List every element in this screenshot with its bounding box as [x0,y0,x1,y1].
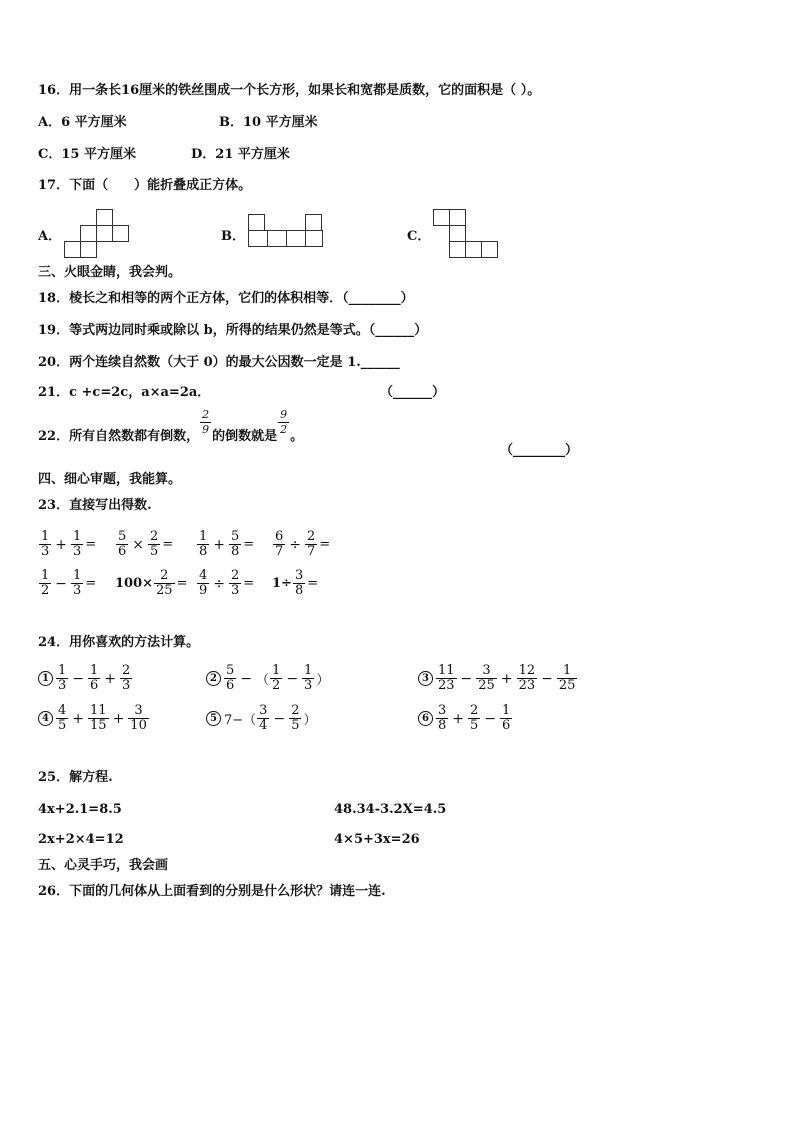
operator: − [240,670,253,687]
q16-stem: 16．用一条长16厘米的铁丝围成一个长方形，如果长和宽都是质数，它的面积是（ ）。 [38,83,541,98]
q22-pre: 22．所有自然数都有倒数， [38,429,200,444]
operator: + [104,670,117,687]
equals-sign: = [243,576,255,591]
q17-stem: 17．下面（ ）能折叠成正方体。 [38,178,252,193]
fraction: $\frac{3}{10}$ [130,703,147,733]
q17-option-c-label: C． [407,229,431,244]
item-number: 6 [418,711,433,726]
q17-option-a-label: A． [38,229,62,244]
fraction: $\frac{1}{3}$ [58,663,67,693]
q25-equation-1: 4x+2.1=8.5 [38,802,122,817]
operator: − [460,670,473,687]
q24-expression [206,664,329,693]
operator: ÷ [289,536,302,553]
operator: − [286,670,299,687]
q16-option-d: D．21 平方厘米 [191,147,290,162]
expression-prefix: 100× [115,576,154,591]
q23-expression [115,530,173,559]
q24-expression [418,704,513,733]
q22-end: 。 [290,429,304,444]
operator: + [112,710,125,727]
operator: − [273,710,286,727]
q22-answer-blank: （________） [500,443,579,458]
q17-net-b [248,214,324,250]
q16-option-b: B．10 平方厘米 [219,115,318,130]
q25-stem: 25．解方程. [38,770,113,785]
q20-statement: 20．两个连续自然数（大于 0）的最大公因数一定是 1.______ [38,355,400,370]
equals-sign: = [243,537,255,552]
operator: − [484,710,497,727]
fraction: $\frac{3}{8}$ [438,703,447,733]
fraction: $\frac{2}{25}$ [156,568,173,598]
q23-stem: 23．直接写出得数. [38,498,152,513]
item-number: 1 [38,671,53,686]
operator: − [541,670,553,687]
fraction: $\frac{5}{6}$ [226,663,235,693]
q23-expression [38,569,96,598]
fraction: $\frac{11}{15}$ [90,703,107,733]
q26-stem: 26．下面的几何体从上面看到的分别是什么形状？请连一连. [38,884,386,899]
q23-expression [115,569,187,598]
operator: + [452,710,465,727]
expression-text: 7−（ [224,713,257,728]
operator: + [500,670,513,687]
q16-option-a: A．6 平方厘米 [38,115,127,130]
fraction: $\frac{1}{2}$ [41,568,50,598]
fraction: $\frac{2}{3}$ [122,663,131,693]
fraction: $\frac{2}{5}$ [470,703,479,733]
fraction: $\frac{5}{8}$ [231,529,240,559]
fraction: $\frac{2}{5}$ [291,703,300,733]
q21-statement: 21．c +c=2c，a×a=2a． [38,385,211,400]
q24-expression [206,704,316,733]
section-4-heading: 四、细心审题，我能算。 [38,472,182,487]
q23-expression [272,569,318,598]
q17-net-c [433,209,499,257]
q21-answer-blank: （______） [380,385,446,400]
fraction: $\frac{2}{5}$ [150,529,159,559]
fraction: $\frac{1}{25}$ [558,663,576,693]
fraction: $\frac{4}{5}$ [58,703,67,733]
item-number: 2 [206,671,221,686]
expression-text: （ [256,673,270,688]
q23-expression [38,530,96,559]
q25-equation-3: 2x+2×4=12 [38,832,124,847]
q22-mid: 的倒数就是 [212,429,278,444]
fraction: $\frac{4}{9}$ [199,568,208,598]
fraction: $\frac{11}{23}$ [438,663,455,693]
expression-prefix: 1÷ [272,576,292,591]
fraction: $\frac{9}{2}$ [280,408,288,436]
fraction: $\frac{1}{2}$ [272,663,281,693]
item-number: 4 [38,711,53,726]
operator: − [55,575,68,592]
section-5-heading: 五、心灵手巧，我会画 [38,858,169,873]
equals-sign: = [307,576,319,591]
operator: + [72,710,85,727]
operator: − [72,670,85,687]
expression-text: ） [303,713,317,728]
q24-expression [38,664,133,693]
q25-equation-4: 4×5+3x=26 [334,832,420,847]
equals-sign: = [176,576,188,591]
fraction: $\frac{2}{9}$ [202,408,210,436]
q24-stem: 24．用你喜欢的方法计算。 [38,635,200,650]
item-number: 3 [418,671,433,686]
fraction: $\frac{12}{23}$ [518,663,536,693]
q23-expression [272,530,330,559]
fraction: $\frac{1}{8}$ [199,529,208,559]
fraction: $\frac{1}{3}$ [304,663,313,693]
q16-option-c: C．15 平方厘米 [38,147,136,162]
fraction: $\frac{3}{4}$ [259,703,268,733]
fraction: $\frac{1}{6}$ [90,663,99,693]
equals-sign: = [162,537,174,552]
equals-sign: = [319,537,331,552]
equals-sign: = [85,576,97,591]
fraction: $\frac{6}{7}$ [275,529,284,559]
operator: ÷ [213,575,226,592]
fraction: $\frac{1}{3}$ [41,529,50,559]
fraction: $\frac{3}{8}$ [294,568,304,598]
q19-statement: 19．等式两边同时乘或除以 b，所得的结果仍然是等式。（______） [38,323,428,338]
q24-expression [418,664,578,693]
q17-option-b-label: B． [221,229,245,244]
item-number: 5 [206,711,221,726]
q23-expression [196,569,254,598]
fraction: $\frac{2}{7}$ [307,529,316,559]
operator: × [132,536,145,553]
fraction: $\frac{1}{3}$ [73,529,82,559]
fraction: $\frac{1}{3}$ [73,568,82,598]
q18-statement: 18．棱长之和相等的两个正方体，它们的体积相等．（________） [38,291,414,306]
fraction: $\frac{2}{3}$ [231,568,240,598]
q23-expression [196,530,254,559]
operator: + [55,536,68,553]
q22-statement [38,408,304,449]
fraction: $\frac{3}{25}$ [478,663,495,693]
operator: + [213,536,226,553]
q24-expression [38,704,150,733]
section-3-heading: 三、火眼金睛，我会判。 [38,265,182,280]
fraction: $\frac{1}{6}$ [502,703,511,733]
fraction: $\frac{5}{6}$ [118,529,127,559]
q17-net-a [64,209,136,257]
equals-sign: = [85,537,97,552]
expression-text: ） [316,673,330,688]
q25-equation-2: 48.34-3.2X=4.5 [334,802,447,817]
